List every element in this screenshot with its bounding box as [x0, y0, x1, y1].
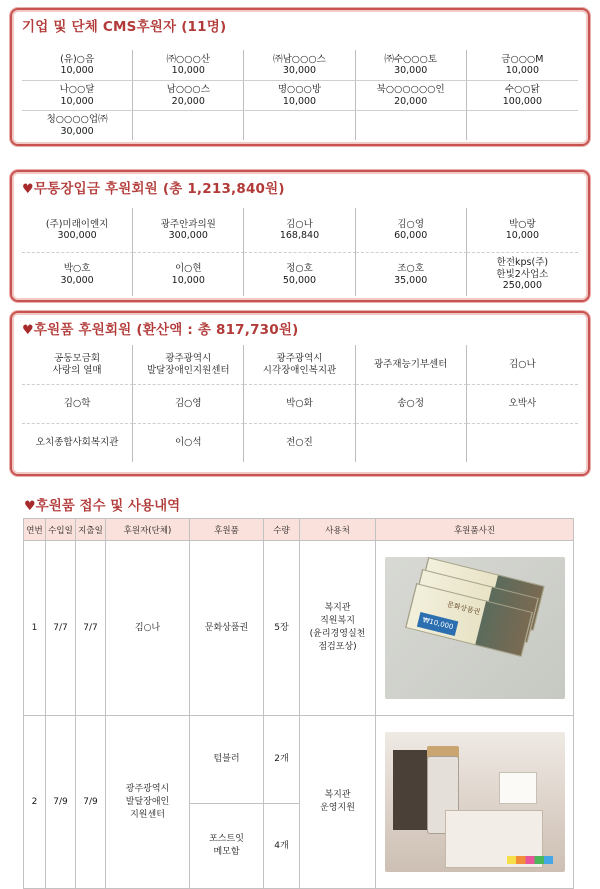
- row-qty: 5장: [264, 541, 300, 716]
- sponsor-name: 광주재능기부센터: [373, 358, 448, 370]
- sponsor-cell: [467, 110, 578, 140]
- sponsor-cell: [356, 80, 467, 110]
- sponsor-cell: [133, 208, 244, 252]
- sponsor-name: 김○학: [63, 398, 91, 410]
- sponsor-cell: [133, 384, 244, 423]
- sponsor-name: 나○○달: [59, 84, 95, 95]
- table-row: [24, 541, 574, 716]
- sponsor-cell: [22, 345, 133, 384]
- heart-icon: ♥: [22, 182, 34, 197]
- sponsor-cell: [356, 50, 467, 80]
- header-use: 사용처: [300, 519, 376, 541]
- photo-cell: [376, 716, 574, 889]
- bank-sponsors-panel: [10, 170, 590, 302]
- sponsor-name: 송○정: [397, 398, 425, 410]
- sponsor-amount: 10,000: [60, 65, 94, 76]
- sponsor-name: 박○랑: [509, 218, 536, 230]
- sponsor-name: 청○○○○업㈜: [46, 114, 108, 125]
- row-use: 복지관 직원복지 (윤리경영실천 점검포상): [300, 541, 376, 716]
- row-out-date: 7/9: [76, 716, 106, 889]
- sponsor-cell: [244, 252, 355, 296]
- sponsor-name: 공동모금회 사랑의 열매: [52, 353, 102, 376]
- sponsor-amount: 100,000: [502, 95, 543, 107]
- sponsor-cell: [356, 110, 467, 140]
- sponsor-cell: [467, 384, 578, 423]
- sponsor-name: 김○나: [509, 358, 536, 370]
- sticky-tabs-image: [507, 856, 553, 864]
- gift-box-image: [393, 750, 427, 830]
- sponsor-name: 광주안과의원: [160, 218, 216, 230]
- sponsor-cell: [22, 80, 133, 110]
- sponsor-name: 오박사: [508, 398, 537, 410]
- sponsor-name: 박○화: [286, 398, 313, 410]
- sponsor-cell: [467, 345, 578, 384]
- memo-cube-image: [499, 772, 537, 804]
- sponsor-name: 금○○○M: [501, 53, 544, 65]
- sponsor-cell: [22, 423, 133, 462]
- sponsor-amount: 20,000: [394, 95, 428, 107]
- sponsor-cell: [133, 345, 244, 384]
- row-donor: 김○나: [106, 541, 190, 716]
- sponsor-amount: 300,000: [168, 230, 208, 241]
- sponsor-cell: [467, 252, 578, 296]
- sponsor-cell: [356, 208, 467, 252]
- row-no: 2: [24, 716, 46, 889]
- ticket-title: 문화상품권: [445, 600, 481, 617]
- sponsor-name: 한전kps(주) 한빛2사업소: [496, 257, 549, 280]
- row-item: 포스트잇 메모함: [190, 804, 264, 889]
- row-qty: 2개: [264, 716, 300, 804]
- sponsor-name: 광주광역시 시각장애인복지관: [262, 353, 337, 376]
- header-out-date: 지출일: [76, 519, 106, 541]
- row-no: 1: [24, 541, 46, 716]
- usage-title: 후원품 접수 및 사용내역: [35, 498, 181, 514]
- sponsor-cell: [22, 208, 133, 252]
- sponsor-amount: 10,000: [505, 65, 540, 76]
- sponsor-name: 이○현: [174, 263, 202, 274]
- sponsor-name: ㈜남○○○스: [273, 53, 326, 65]
- sponsor-cell: [467, 50, 578, 80]
- sponsor-name: 남○○○스: [166, 84, 210, 95]
- sponsor-amount: 30,000: [282, 65, 317, 76]
- gift-certificate-photo: [385, 557, 565, 699]
- goods-sponsors-title: 후원품 후원회원 (환산액 : 총 817,730원): [33, 322, 299, 338]
- row-donor: 광주광역시 발달장애인 지원센터: [106, 716, 190, 889]
- sponsor-name: 김○영: [397, 218, 425, 230]
- header-no: 연번: [24, 519, 46, 541]
- sponsor-amount: 10,000: [171, 65, 205, 76]
- sponsor-amount: 35,000: [394, 274, 428, 286]
- sponsor-name: 전○진: [286, 437, 313, 449]
- header-qty: 수량: [264, 519, 300, 541]
- sponsor-cell: [22, 110, 133, 140]
- sponsor-cell: [467, 80, 578, 110]
- sponsor-name: 북○○○○○○인: [376, 84, 445, 95]
- sponsor-cell: [244, 80, 355, 110]
- row-use: 복지관 운영지원: [300, 716, 376, 889]
- sponsor-amount: 10,000: [60, 95, 94, 107]
- sponsor-name: 박○호: [63, 263, 91, 274]
- header-item: 후원품: [190, 519, 264, 541]
- header-in-date: 수입일: [46, 519, 76, 541]
- sponsor-amount: 20,000: [171, 95, 205, 107]
- sponsor-cell: [244, 208, 355, 252]
- row-item: 문화상품권: [190, 541, 264, 716]
- ticket-amount: ₩10,000: [416, 612, 458, 636]
- sponsor-name: ㈜○○○산: [166, 53, 211, 65]
- cms-sponsors-panel: [10, 8, 590, 146]
- sponsor-name: 정○호: [286, 263, 313, 274]
- sponsor-cell: [244, 345, 355, 384]
- sponsor-cell: [356, 384, 467, 423]
- row-item: 텀블러: [190, 716, 264, 804]
- sponsor-name: (유)○음: [60, 53, 95, 65]
- sponsor-cell: [356, 423, 467, 462]
- sponsor-name: 수○○닭: [504, 84, 540, 95]
- sponsor-name: 명○○○방: [277, 84, 322, 95]
- sponsor-cell: [356, 252, 467, 296]
- sponsor-cell: [244, 423, 355, 462]
- photo-cell: [376, 541, 574, 716]
- sponsor-name: ㈜수○○○토: [384, 53, 438, 65]
- sponsor-amount: 10,000: [282, 95, 317, 107]
- sponsor-name: (주)미래이엔지: [45, 218, 109, 230]
- sponsor-amount: 30,000: [60, 125, 94, 137]
- sponsor-amount: 30,000: [394, 65, 428, 76]
- sponsor-name: 조○호: [397, 263, 425, 274]
- sponsor-cell: [22, 252, 133, 296]
- sponsor-cell: [22, 50, 133, 80]
- bank-sponsors-grid: [22, 208, 578, 296]
- bank-sponsors-title-row: [22, 178, 578, 200]
- tumbler-memo-photo: [385, 732, 565, 872]
- sponsor-cell: [467, 208, 578, 252]
- row-in-date: 7/9: [46, 716, 76, 889]
- heart-icon: ♥: [24, 499, 36, 514]
- bank-sponsors-title: 무통장입금 후원회원 (총 1,213,840원): [33, 181, 285, 197]
- row-qty: 4개: [264, 804, 300, 889]
- sponsor-name: 오치종합사회복지관: [35, 437, 119, 449]
- sponsor-cell: [133, 110, 244, 140]
- table-header-row: [24, 519, 574, 541]
- row-out-date: 7/7: [76, 541, 106, 716]
- sponsor-cell: [133, 423, 244, 462]
- sponsor-cell: [244, 50, 355, 80]
- sponsor-amount: 30,000: [60, 274, 94, 286]
- usage-table: [23, 518, 574, 889]
- usage-title-row: [24, 494, 180, 514]
- sponsor-amount: 60,000: [394, 230, 428, 241]
- sponsor-cell: [133, 50, 244, 80]
- sponsor-name: 이○석: [174, 437, 202, 449]
- heart-icon: ♥: [22, 323, 34, 338]
- cms-sponsors-grid: [22, 50, 578, 140]
- sponsor-amount: 10,000: [505, 230, 540, 241]
- header-donor: 후원자(단체): [106, 519, 190, 541]
- sponsor-cell: [22, 384, 133, 423]
- sponsor-cell: [244, 384, 355, 423]
- sponsor-cell: [133, 252, 244, 296]
- sponsor-amount: 10,000: [171, 274, 205, 286]
- sponsor-amount: 250,000: [502, 280, 543, 292]
- sponsor-amount: 50,000: [282, 274, 317, 286]
- table-row: [24, 716, 574, 804]
- sponsor-cell: [133, 80, 244, 110]
- sponsor-cell: [467, 423, 578, 462]
- goods-sponsors-panel: [10, 311, 590, 476]
- sponsor-cell: [356, 345, 467, 384]
- row-in-date: 7/7: [46, 541, 76, 716]
- cms-sponsors-title: 기업 및 단체 CMS후원자 (11명): [22, 19, 227, 35]
- sponsor-cell: [244, 110, 355, 140]
- sponsor-amount: 300,000: [57, 230, 97, 241]
- goods-sponsors-grid: [22, 345, 578, 462]
- header-photo: 후원품사진: [376, 519, 574, 541]
- sponsor-amount: 168,840: [279, 230, 320, 241]
- sponsor-name: 광주광역시 발달장애인지원센터: [146, 353, 230, 376]
- sponsor-name: 김○영: [174, 398, 202, 410]
- sponsor-name: 김○나: [286, 218, 313, 230]
- goods-sponsors-title-row: [22, 319, 578, 341]
